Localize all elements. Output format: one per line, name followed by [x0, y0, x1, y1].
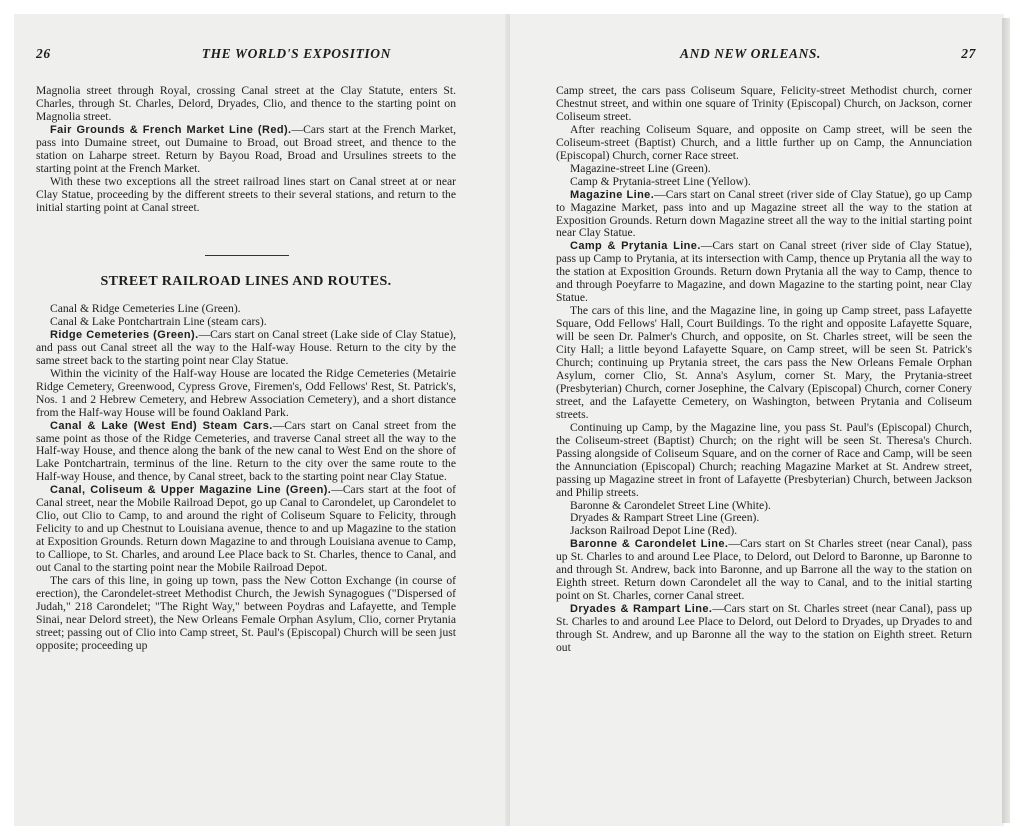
left-page-number: 26: [36, 46, 51, 61]
paragraph: [36, 85, 456, 124]
paragraph-text: Within the vicinity of the Half-way House are located the Ridge Cemeteries (Metairie Ridge Cemetery, Greenwood, Cypress Grove, Firemen's, Odd Fellows' Rest, St. Patrick's, Nos. 1 and 2 Hebrew Cemetery, and Hebrew Association Cemetery), and a short distance from the Half-way House will be found Oakland Park.: [36, 366, 456, 419]
paragraph-text: —Cars start on St. Charles street (near Canal), pass up St. Charles to and around Lee Place to Delord, out Delord to Dryades, up Dryades to and through St. Andrew, and up Baronne all the way to the station on Eighth street. Return out: [556, 602, 972, 654]
paragraph-text: Canal & Ridge Cemeteries Line (Green).: [50, 302, 241, 315]
left-bottom-text: [36, 303, 456, 653]
section-rule: [205, 255, 289, 256]
left-running-title: THE WORLD'S EXPOSITION: [201, 46, 391, 61]
right-body-text: [556, 85, 972, 655]
paragraph-text: Camp street, the cars pass Coliseum Square, Felicity-street Methodist church, corner Chestnut street, and within one square of Trinity (Episcopal) Church, on Jackson, corner Coliseum street.: [556, 84, 972, 123]
paragraph: [556, 305, 972, 422]
paragraph-text: The cars of this line, in going up town, pass the New Cotton Exchange (in course of erection), the Carondelet-street Methodist Church, the Jewish Synagogues ("Dispersed of Judah," 218 Carondelet; "The Right Way," between Poydras and Lafayette, and Temple Sinai, near Delord street), the New Orleans Female Orphan Asylum, Clio, corner Prytania street; passing out of Clio into Camp street, St. Paul's (Episcopal) Church will be seen just opposite; proceeding up: [36, 574, 456, 652]
paragraph: [556, 603, 972, 655]
left-running-head: [36, 46, 456, 64]
run-in-heading: Canal, Coliseum & Upper Magazine Line (Green).: [50, 484, 332, 497]
paragraph-text: —Cars start on Canal street (Lake side of Clay Statue), and pass out Canal street all the way to the Half-way House. Return to the city by the same street back to the starting point near Clay Statue.: [36, 327, 456, 367]
right-page-number: 27: [961, 46, 976, 61]
paragraph: [36, 368, 456, 420]
paragraph-text: After reaching Coliseum Square, and opposite on Camp street, will be seen the Coliseum-street (Baptist) Church, and a little further up on Camp, the Annunciation (Episcopal) Church, corner Race street.: [556, 122, 972, 162]
right-running-head: [680, 46, 976, 64]
paragraph: [556, 124, 972, 163]
run-in-heading: Canal & Lake (West End) Steam Cars.: [50, 419, 273, 432]
paragraph: [556, 538, 972, 603]
paragraph-text: Magnolia street through Royal, crossing Canal street at the Clay Statute, enters St. Charles, through St. Charles, Delord, Dryades, Clio, and thence to the starting point on Magnolia street.: [36, 84, 456, 123]
paragraph-text: —Cars start at the foot of Canal street, near the Mobile Railroad Depot, go up Canal to Carondelet, up Carondelet to Clio, out Clio to Camp, to and around the right of Coliseum Square to Felicity, through Felicity to and up Chestnut to Louisiana avenue, thence to and up Magazine to the station at Exposition Grounds. Return down Magazine to and through Louisiana avenue to Camp, to Calliope, to St. Charles, and around Lee Place back to St. Charles, thence to Canal, and out Canal to the starting point near the Mobile Railroad Depot.: [36, 483, 456, 575]
left-page: [14, 14, 510, 826]
page-edge: [1002, 18, 1010, 823]
paragraph-text: Camp & Prytania-street Line (Yellow).: [570, 174, 751, 188]
run-in-heading: Ridge Cemeteries (Green).: [50, 328, 199, 341]
paragraph: [36, 420, 456, 485]
paragraph-text: The cars of this line, and the Magazine line, in going up Camp street, pass Lafayette Square, Odd Fellows' Hall, Court Buildings. To the right and opposite Lafayette Square, will be seen Dr. Palmer's Church, and opposite, on St. Charles street, will be seen the City Hall; a little beyond Lafayette Square, on Camp street, will be seen St. Patrick's Church; continuing up Prytania street, the cars pass the New Orleans Female Orphan Asylum, corner Clio, St. Anna's Asylum, corner St. Mary, the Prytania-street (Presbyterian) Church, corner Josephine, the Calvary (Episcopal) Church, corner Conery street, and the Lafayette Cemetery, on Washington, between Prytania and Coliseum streets.: [556, 304, 972, 421]
run-in-heading: Fair Grounds & French Market Line (Red).: [50, 123, 292, 136]
left-top-text: [36, 85, 456, 215]
run-in-heading: Camp & Prytania Line.: [570, 240, 701, 253]
paragraph-text: Continuing up Camp, by the Magazine line, you pass St. Paul's (Episcopal) Church, the Coliseum-street (Baptist) Church; on the right will be seen St. Theresa's Church. Passing alongside of Coliseum Square, and on the corner of Race and Camp, will be seen the Annunciation (Episcopal) Church; reaching Magazine Market at St. Andrew street, passing up Magazine street in front of Lafayette (Presbyterian) Church, between Jackson and Philip streets.: [556, 420, 972, 499]
paragraph-text: Baronne & Carondelet Street Line (White).: [570, 498, 771, 512]
section-heading: STREET RAILROAD LINES AND ROUTES.: [100, 274, 392, 289]
paragraph-text: With these two exceptions all the street railroad lines start on Canal street at or near Clay Statue, proceeding by the different streets to their several stations, and return to the initial starting point at Canal street.: [36, 174, 456, 214]
run-in-heading: Magazine Line.: [570, 188, 655, 201]
paragraph-text: —Cars start on Canal street (river side of Clay Statue), go up Camp to Magazine Market, pass into and up Magazine street all the way to the station at Exposition Grounds. Return down Magazine street all the way to the initial starting point near Clay Statue.: [556, 187, 972, 240]
paragraph-text: Canal & Lake Pontchartrain Line (steam cars).: [50, 314, 267, 328]
run-in-heading: Dryades & Rampart Line.: [570, 603, 713, 616]
paragraph: [556, 240, 972, 305]
paragraph-text: —Cars start at the French Market, pass into Dumaine street, out Dumaine to Broad, out Broad street, and thence to the station on Laharpe street. Return by Bayou Road, Broad and Ursulines streets to the starting point at the French Market.: [36, 122, 456, 175]
paragraph: [556, 422, 972, 500]
paragraph-text: Magazine-street Line (Green).: [570, 161, 711, 175]
run-in-heading: Baronne & Carondelet Line.: [570, 538, 729, 551]
paragraph: [36, 329, 456, 368]
paragraph-text: —Cars start on Canal street (river side of Clay Statue), pass up Camp to Prytania, at its intersection with Camp, thence up Prytania all the way to the station at Exposition Grounds. Return down Prytania all the way to Camp, thence to and through Poeyfarre to Magazine, and down Magazine to the starting point, near Clay Statue.: [556, 239, 972, 305]
paragraph-text: —Cars start on Canal street from the same point as those of the Ridge Cemeteries, and traverse Canal street all the way to the Half-way House, and thence along the bank of the new canal to West End on the shore of Lake Pontchartrain, terminus of the line. Return to the city over the same route to the Half-way House, and thence, by Canal street, back to the starting point near Clay Statue.: [36, 418, 456, 484]
paragraph: [556, 85, 972, 124]
right-running-title: AND NEW ORLEANS.: [680, 46, 822, 61]
paragraph: [36, 575, 456, 653]
paragraph: [556, 189, 972, 241]
paragraph-text: Dryades & Rampart Street Line (Green).: [570, 511, 760, 525]
paragraph: [36, 124, 456, 176]
right-page: [510, 14, 1004, 826]
paragraph-text: —Cars start on St Charles street (near Canal), pass up St. Charles to and around Lee Place, to Delord, out Delord to Baronne, up Baronne to and through St. Andrew, back into Baronne, and up Barrone all the way to the station on Eighth street. Return down Carondelet all the way to Canal, and to the initial starting point on St. Charles, corner Canal street.: [556, 537, 972, 603]
paragraph-text: Jackson Railroad Depot Line (Red).: [570, 524, 738, 538]
paragraph: [36, 176, 456, 215]
paragraph: [36, 484, 456, 575]
